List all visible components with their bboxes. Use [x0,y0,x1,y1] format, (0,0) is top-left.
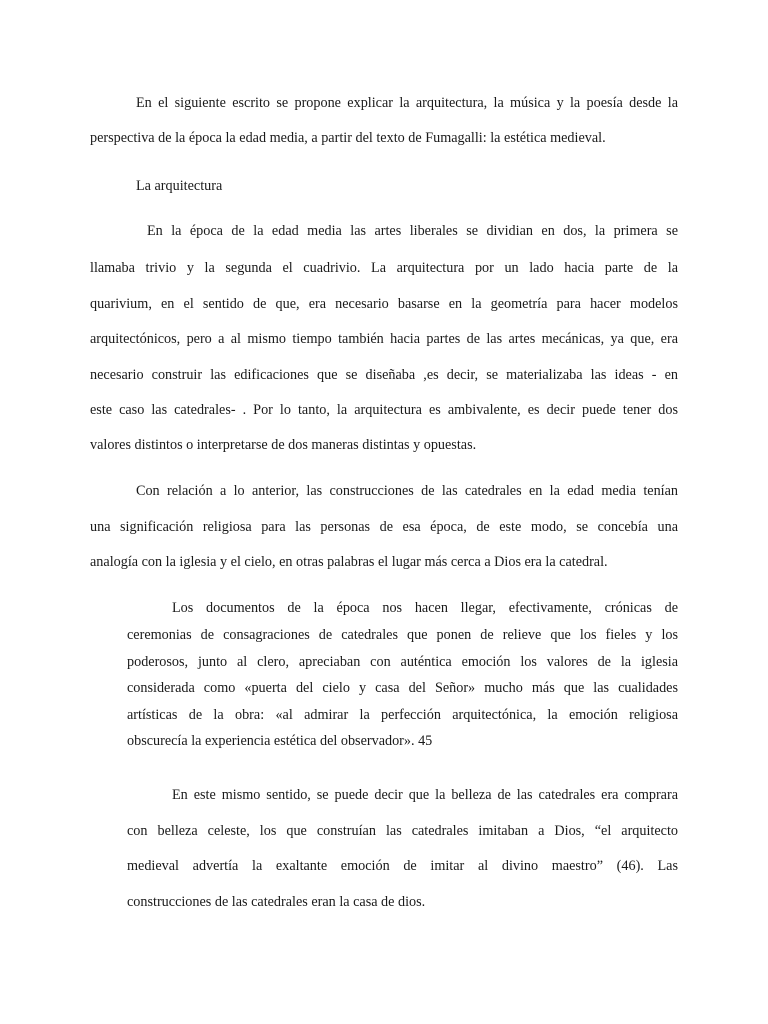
quote-1-line-6: obscurecía la experiencia estética del observador». 45 [127,733,433,749]
paragraph-1-line-5: necesario construir las edificaciones que se diseñaba ,es decir, se materializaba las ideas - en [90,367,678,383]
quote-2-line-2: con belleza celeste, los que construían las catedrales imitaban a Dios, “el arquitecto [127,823,678,839]
intro-line-2: perspectiva de la época la edad media, a partir del texto de Fumagalli: la estética medieval. [90,130,606,146]
section-heading: La arquitectura [136,178,223,194]
quote-1-line-3: poderosos, junto al clero, apreciaban con auténtica emoción los valores de la iglesia [127,654,678,670]
paragraph-1-line-6: este caso las catedrales- . Por lo tanto, la arquitectura es ambivalente, es decir puede tener dos [90,402,678,418]
quote-1-line-4: considerada como «puerta del cielo y casa del Señor» mucho más que las cualidades [127,680,678,696]
paragraph-1-line-4: arquitectónicos, pero a al mismo tiempo también hacia partes de las artes mecánicas, ya que, era [90,331,678,347]
quote-2-line-3: medieval advertía la exaltante emoción de imitar al divino maestro” (46). Las [127,858,678,874]
paragraph-1-line-7: valores distintos o interpretarse de dos maneras distintas y opuestas. [90,437,477,453]
quote-1-line-1: Los documentos de la época nos hacen llegar, efectivamente, crónicas de [172,600,678,616]
intro-line-1: En el siguiente escrito se propone explicar la arquitectura, la música y la poesía desde la [136,95,678,111]
paragraph-1-line-2: llamaba trivio y la segunda el cuadrivio. La arquitectura por un lado hacia parte de la [90,260,678,276]
quote-1-line-2: ceremonias de consagraciones de catedrales que ponen de relieve que los fieles y los [127,627,678,643]
paragraph-1-line-3: quarivium, en el sentido de que, era necesario basarse en la geometría para hacer modelos [90,296,678,312]
paragraph-2-line-3: analogía con la iglesia y el cielo, en otras palabras el lugar más cerca a Dios era la catedral. [90,554,608,570]
paragraph-2-line-1: Con relación a lo anterior, las construcciones de las catedrales en la edad media tenían [136,483,678,499]
paragraph-1-line-1: En la época de la edad media las artes liberales se dividian en dos, la primera se [147,223,678,239]
quote-2-line-4: construcciones de las catedrales eran la casa de dios. [127,894,426,910]
quote-1-line-5: artísticas de la obra: «al admirar la perfección arquitectónica, la emoción religiosa [127,707,678,723]
paragraph-2-line-2: una significación religiosa para las personas de esa época, de este modo, se concebía una [90,519,678,535]
quote-2-line-1: En este mismo sentido, se puede decir que la belleza de las catedrales era comprara [172,787,678,803]
